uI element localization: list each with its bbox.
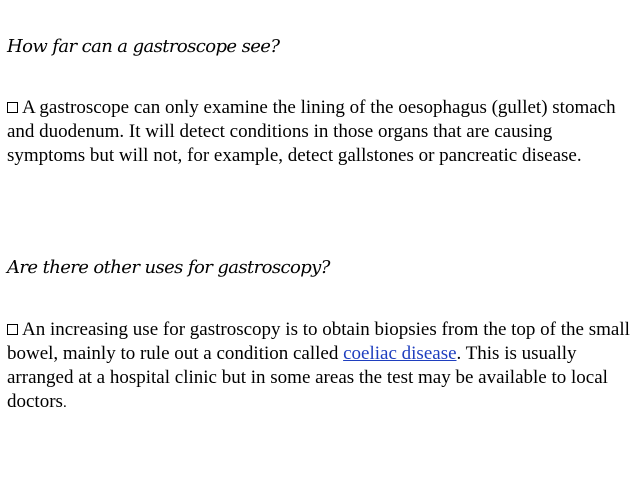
paragraph-text-end: . [62,395,67,411]
checkbox-square-icon [7,102,18,113]
section-paragraph-other-uses [7,318,632,415]
paragraph-text-after-link: . This is usually arranged at a hospital clinic but in some areas the test may be available to local doctors [7,343,608,412]
coeliac-disease-link[interactable]: coeliac disease [343,343,457,364]
section-heading-other-uses: Are there other uses for gastroscopy? [7,257,330,278]
section-heading-gastroscope-range: How far can a gastroscope see? [7,36,280,57]
checkbox-square-icon [7,324,18,335]
paragraph-text: A gastroscope can only examine the lining of the oesophagus (gullet) stomach and duodenum. It will detect conditions in those organs that are causing symptoms but will not, for example, detect gallstones or pancreatic disease. [7,97,616,166]
paragraph-text-before-link: An increasing use for gastroscopy is to obtain biopsies from the top of the small bowel, mainly to rule out a condition called [7,319,630,364]
section-paragraph-gastroscope-range [7,96,632,168]
